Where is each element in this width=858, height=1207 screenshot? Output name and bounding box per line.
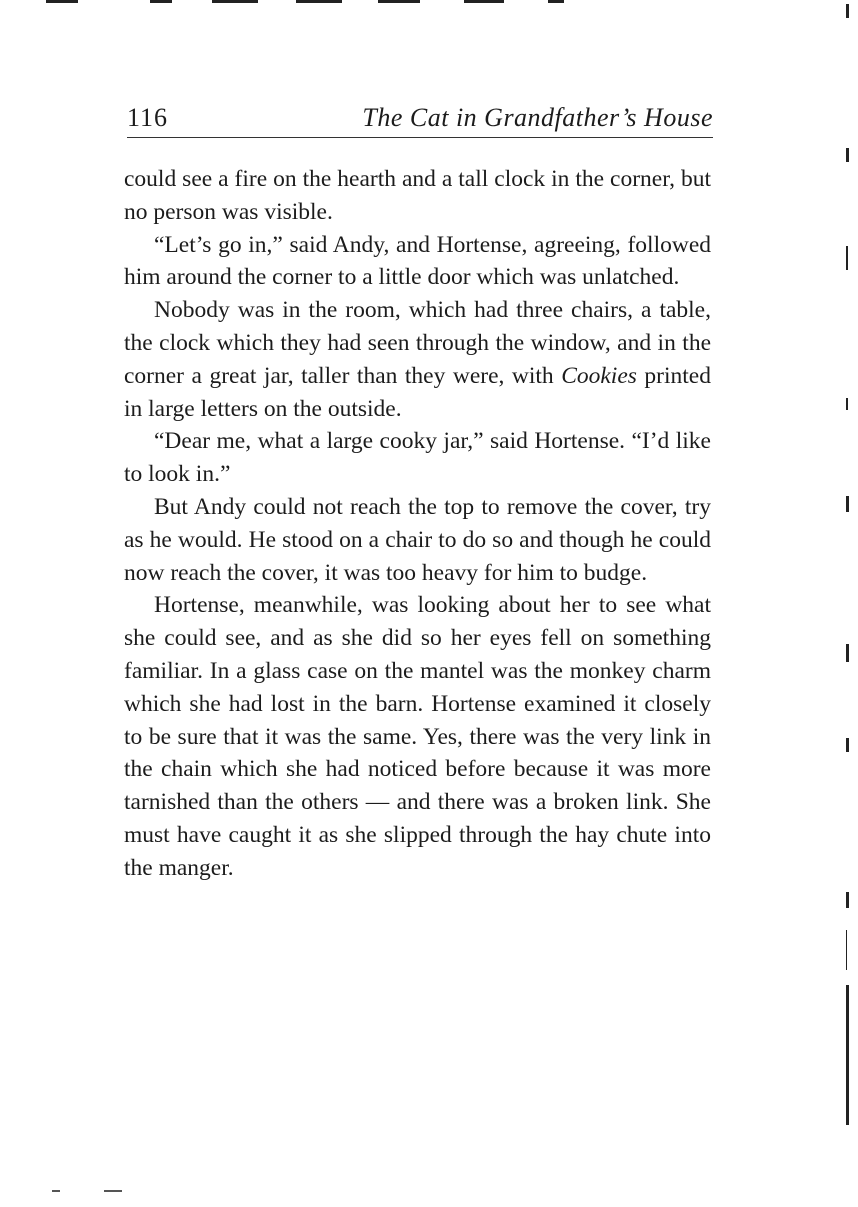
scan-mark [846,644,849,662]
scan-mark [846,246,848,270]
scan-mark [52,1190,60,1192]
page-header [127,104,713,138]
scan-mark [548,0,564,3]
scan-mark [846,985,849,1125]
binding-edge [844,0,852,1207]
running-title: The Cat in Grandfather’s House [362,103,713,132]
scan-mark [846,496,849,512]
italic-word: Cookies [561,362,637,389]
scan-mark [212,0,258,3]
scan-mark [104,1190,122,1192]
paragraph: “Dear me, what a large cooky jar,” said Hortense. “I’d like to look in.” [124,428,711,488]
scan-mark [846,738,849,752]
scan-mark [378,0,420,3]
paragraph: But Andy could not reach the top to remove the cover, try as he would. He stood on a chair to do so and though he could now reach the cover, it was too heavy for him to budge. [124,493,711,586]
page-number: 116 [127,103,169,132]
paragraph: Nobody was in the room, which had three chairs, a table, the clock which they had seen through the window, and in the corner a great jar, taller than they were, with Cookies printed in large letters on the outside. [124,297,711,422]
paragraph: Hortense, meanwhile, was looking about her to see what she could see, and as she did so her eyes fell on something familiar. In a glass case on the mantel was the monkey charm which she had lost in the barn. Hortense examined it closely to be sure that it was the same. Yes, there was the very link in the chain which she had noticed before because it was more tarnished than the others — and there was a broken link. She must have caught it as she slipped through the hay chute into the manger. [124,592,711,881]
scan-mark [846,4,849,18]
scan-mark [846,892,849,908]
body-text [124,163,711,885]
scan-mark [46,0,78,3]
scan-mark [464,0,504,3]
scan-mark [846,148,849,162]
scan-mark [846,930,847,970]
scan-mark [846,398,848,410]
scan-mark [150,0,172,3]
paragraph: “Let’s go in,” said Andy, and Hortense, agreeing, followed him around the corner to a little door which was unlatched. [124,231,711,291]
paragraph: could see a fire on the hearth and a tall clock in the corner, but no person was visible. [124,166,711,225]
scan-mark [296,0,342,3]
